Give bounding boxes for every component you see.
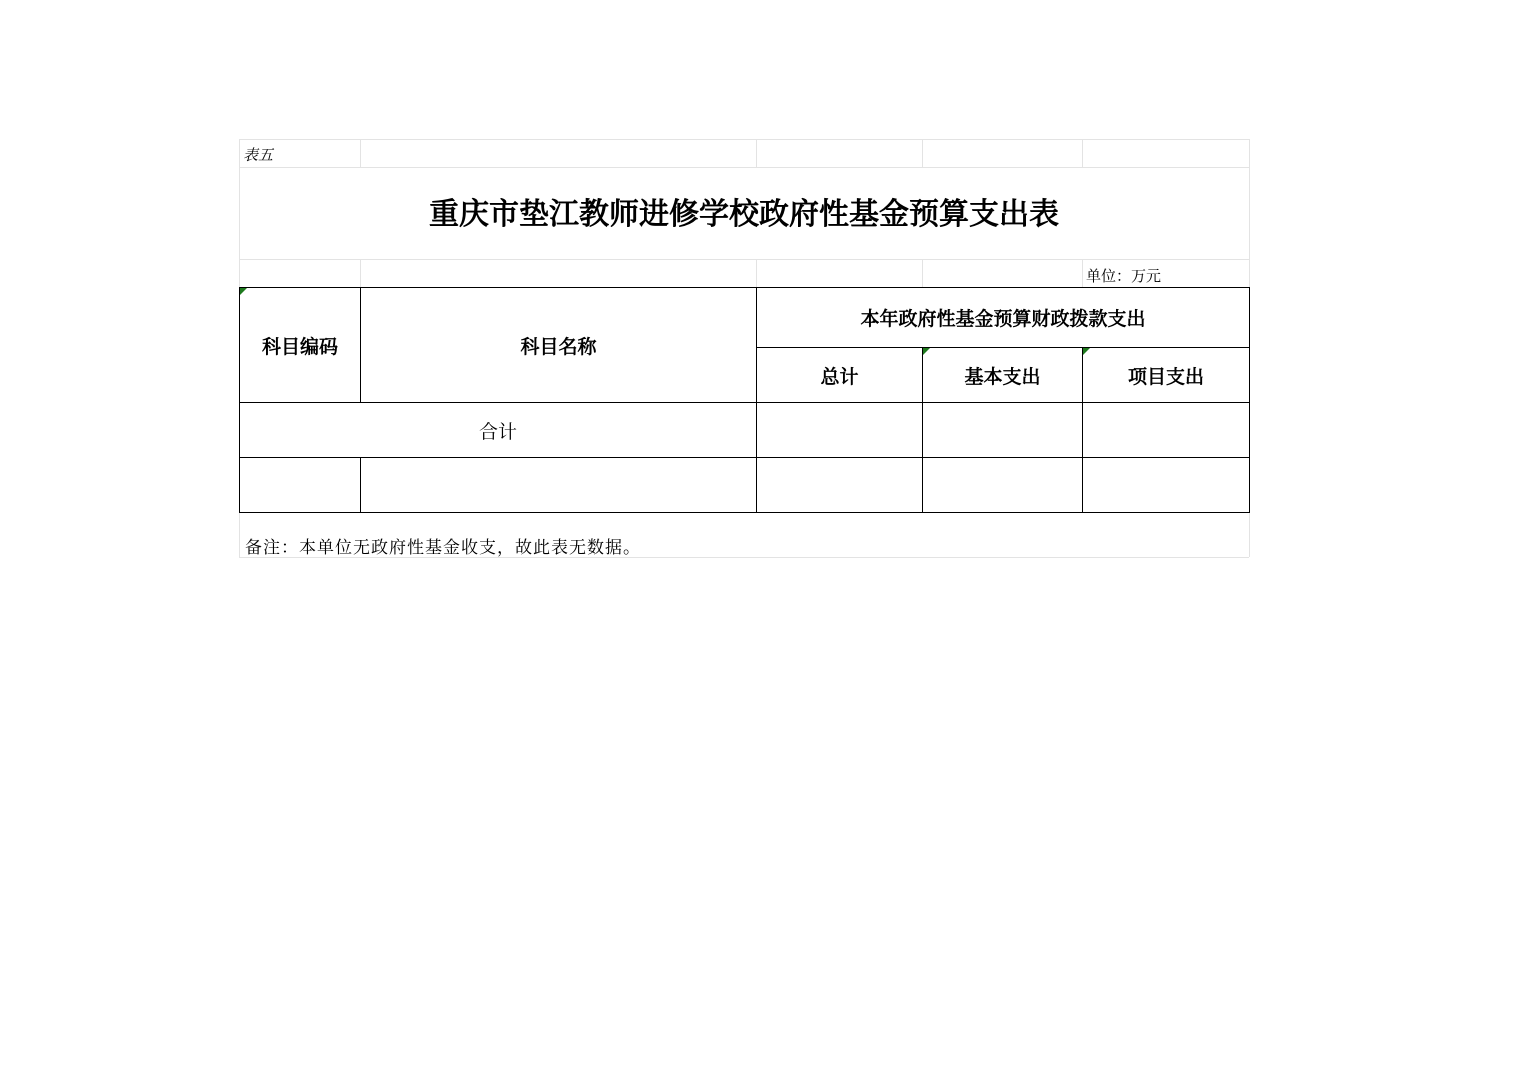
row-name-cell[interactable] [361,458,757,513]
header-total-cell[interactable] [757,348,923,403]
header-basic-label: 基本支出 [964,365,1041,388]
gridline [922,259,923,287]
header-name-cell[interactable] [361,288,757,403]
gridline [239,139,1249,140]
row-code-cell[interactable] [240,458,361,513]
gridline [1082,259,1083,287]
header-group-cell[interactable] [757,288,1250,348]
gridline [756,259,757,287]
page-title: 重庆市垫江教师进修学校政府性基金预算支出表 [429,197,1059,232]
gridline [756,139,757,167]
gridline [239,167,1249,168]
gridline [922,139,923,167]
total-label-cell[interactable] [240,403,757,458]
footnote: 备注：本单位无政府性基金收支，故此表无数据。 [245,538,641,558]
total-project-cell[interactable] [1083,403,1250,458]
table-row-total [240,403,1250,458]
gridline [239,259,1249,260]
total-row-label: 合计 [478,420,517,443]
header-total-label: 总计 [820,365,859,388]
row-project-cell[interactable] [1083,458,1250,513]
total-total-cell[interactable] [757,403,923,458]
gridline [360,139,361,167]
header-basic-cell[interactable] [923,348,1083,403]
header-code-cell[interactable] [240,288,361,403]
row-basic-cell[interactable] [923,458,1083,513]
table-number-label: 表五 [243,146,274,164]
header-project-cell[interactable] [1083,348,1250,403]
budget-sheet [239,139,1249,557]
header-project-label: 项目支出 [1128,365,1205,388]
budget-table [239,287,1250,513]
unit-label: 单位：万元 [1086,267,1162,285]
header-group-label: 本年政府性基金预算财政拨款支出 [860,308,1146,330]
gridline [360,259,361,287]
comment-marker-icon [240,288,247,295]
header-name-label: 科目名称 [520,335,597,358]
row-total-cell[interactable] [757,458,923,513]
comment-marker-icon [1083,348,1090,355]
table-row [240,458,1250,513]
header-code-label: 科目编码 [261,335,338,358]
total-basic-cell[interactable] [923,403,1083,458]
comment-marker-icon [923,348,930,355]
gridline [1082,139,1083,167]
